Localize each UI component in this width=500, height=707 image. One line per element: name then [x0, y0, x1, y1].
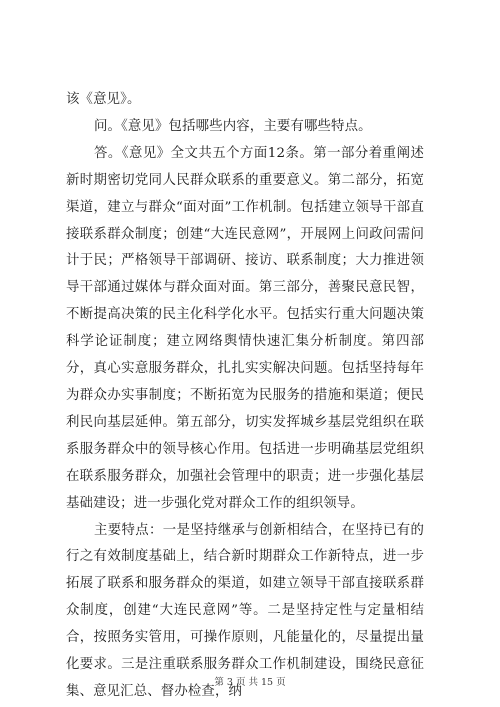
- paragraph-main-features: 主要特点：一是坚持继承与创新相结合，在坚持已有的行之有效制度基础上，结合新时期群众工作新特点，进一步拓展了联系和服务群众的渠道，如建立领导干部直接联系群众制度，创建“大连民意网”等。二是坚持定性与定量相结合，按照务实管用，可操作原则，凡能量化的，尽量提出量化要求。三是注重联系服务群众工作机制建设，围绕民意征集、意见汇总、督办检查，纳: [66, 522, 424, 699]
- page-footer: 第 3 页 共 15 页: [214, 677, 286, 688]
- document-body: [66, 87, 424, 706]
- paragraph-answer: 答。《意见》全文共五个方面12条。第一部分着重阐述新时期密切党同人民群众联系的重要意义。第二部分，拓宽渠道，建立与群众“面对面”工作机制。包括建立领导干部直接联系群众制度；创建“大连民意网”，开展网上问政问需问计于民；严格领导干部调研、接访、联系制度；大力推进领导干部通过媒体与群众面对面。第三部分，善聚民意民智，不断提高决策的民主化科学化水平。包括实行重大问题决策科学论证制度；建立网络舆情快速汇集分析制度。第四部分，真心实意服务群众，扎扎实实解决问题。包括坚持每年为群众办实事制度；不断拓宽为民服务的措施和渠道；便民利民向基层延伸。第五部分，切实发挥城乡基层党组织在联系服务群众中的领导核心作用。包括进一步明确基层党组织在联系服务群众，加强社会管理中的职责；进一步强化基层基础建设；进一步强化党对群众工作的组织领导。: [66, 145, 424, 511]
- paragraph-question: 问。《意见》包括哪些内容，主要有哪些特点。: [94, 118, 372, 134]
- paragraph-intro-fragment: 该《意见》。: [66, 92, 141, 107]
